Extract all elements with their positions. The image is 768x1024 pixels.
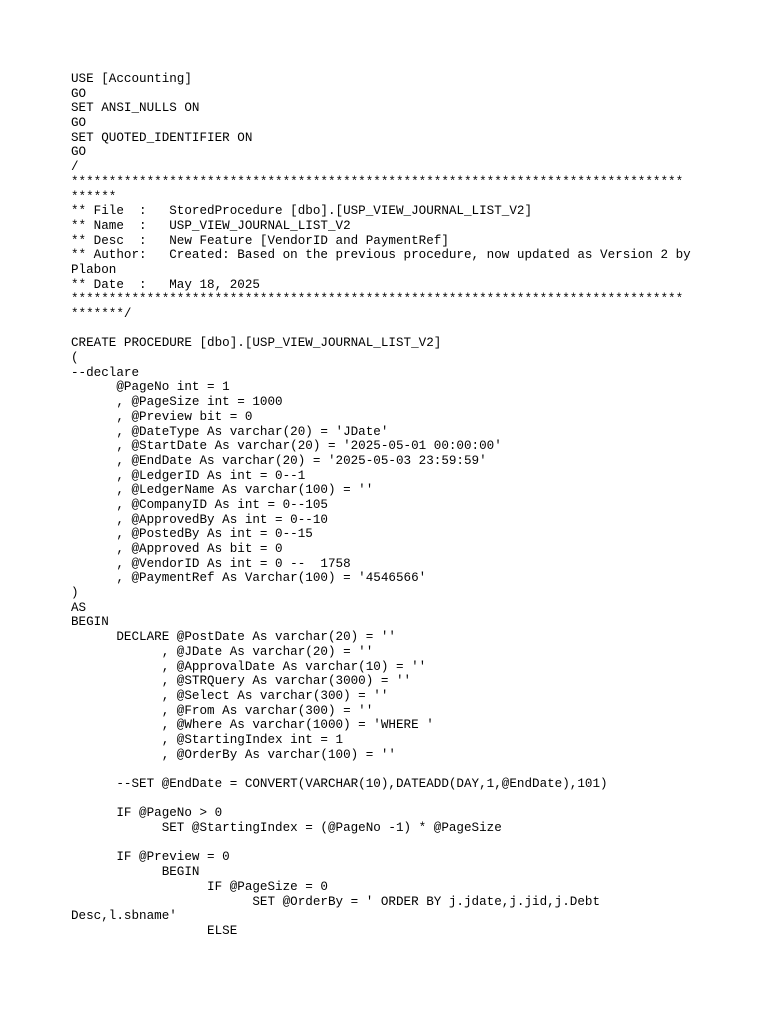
code-line: Desc,l.sbname' xyxy=(71,909,177,924)
sql-code-block xyxy=(71,72,711,939)
code-line: AS xyxy=(71,600,87,615)
code-line: , @PostedBy As int = 0--15 xyxy=(71,527,313,542)
code-line: , @Where As varchar(1000) = 'WHERE ' xyxy=(71,718,434,733)
code-line xyxy=(71,792,711,807)
code-line: , @VendorID As int = 0 -- 1758 xyxy=(71,556,351,571)
code-line: IF @PageSize = 0 xyxy=(71,879,328,894)
code-line: BEGIN xyxy=(71,615,109,630)
code-line: , @LedgerName As varchar(100) = '' xyxy=(71,483,374,498)
code-line: , @DateType As varchar(20) = 'JDate' xyxy=(71,424,389,439)
code-line: GO xyxy=(71,145,87,160)
code-line: GO xyxy=(71,86,87,101)
code-line: SET QUOTED_IDENTIFIER ON xyxy=(71,130,253,145)
code-line: , @StartingIndex int = 1 xyxy=(71,732,344,747)
code-line: , @StartDate As varchar(20) = '2025-05-01 00:00:00' xyxy=(71,439,502,454)
code-line: --declare xyxy=(71,365,140,380)
code-line: BEGIN xyxy=(71,865,200,880)
code-line: , @Approved As bit = 0 xyxy=(71,542,283,556)
code-line: ** Author: Created: Based on the previous procedure, now updated as Version 2 by xyxy=(71,248,691,263)
code-line xyxy=(71,762,711,777)
code-line: , @From As varchar(300) = '' xyxy=(71,703,374,718)
code-line: ** File : StoredProcedure [dbo].[USP_VIEW_JOURNAL_LIST_V2] xyxy=(71,204,533,219)
code-line: Plabon xyxy=(71,262,117,277)
code-line: ** Date : May 18, 2025 xyxy=(71,277,260,292)
code-line: USE [Accounting] xyxy=(71,72,192,86)
code-line: , @CompanyID As int = 0--105 xyxy=(71,497,328,512)
code-line xyxy=(71,836,711,851)
code-line: , @PaymentRef As Varchar(100) = '4546566' xyxy=(71,571,427,586)
code-line: , @LedgerID As int = 0--1 xyxy=(71,468,306,483)
code-line: --SET @EndDate = CONVERT(VARCHAR(10),DATEADD(DAY,1,@EndDate),101) xyxy=(71,777,608,791)
code-line: , @PageSize int = 1000 xyxy=(71,395,283,410)
code-line: CREATE PROCEDURE [dbo].[USP_VIEW_JOURNAL_LIST_V2] xyxy=(71,336,442,351)
code-line: , @JDate As varchar(20) = '' xyxy=(71,644,374,659)
code-line: , @ApprovedBy As int = 0--10 xyxy=(71,512,328,527)
code-line: GO xyxy=(71,116,87,131)
code-line: @PageNo int = 1 xyxy=(71,380,230,395)
code-line: SET @StartingIndex = (@PageNo -1) * @PageSize xyxy=(71,821,502,836)
code-line: ****** xyxy=(71,189,117,204)
code-line: IF @PageNo > 0 xyxy=(71,806,223,821)
code-line: ********************************************************************************* xyxy=(71,292,684,307)
code-line: *******/ xyxy=(71,307,132,321)
code-line: DECLARE @PostDate As varchar(20) = '' xyxy=(71,630,396,645)
code-line: , @Select As varchar(300) = '' xyxy=(71,688,389,703)
code-line: , @ApprovalDate As varchar(10) = '' xyxy=(71,659,427,674)
code-line: , @OrderBy As varchar(100) = '' xyxy=(71,747,396,762)
code-line: IF @Preview = 0 xyxy=(71,850,230,865)
code-line: ) xyxy=(71,586,79,601)
code-line: , @EndDate As varchar(20) = '2025-05-03 23:59:59' xyxy=(71,453,487,468)
code-line: ELSE xyxy=(71,923,238,938)
code-line xyxy=(71,322,711,337)
code-line: ** Name : USP_VIEW_JOURNAL_LIST_V2 xyxy=(71,218,351,233)
code-line: SET ANSI_NULLS ON xyxy=(71,101,200,116)
code-line: / xyxy=(71,160,79,175)
code-line: , @STRQuery As varchar(3000) = '' xyxy=(71,674,412,689)
code-line: ********************************************************************************* xyxy=(71,174,684,189)
code-line: ** Desc : New Feature [VendorID and PaymentRef] xyxy=(71,233,449,248)
code-line: ( xyxy=(71,351,79,366)
code-line: SET @OrderBy = ' ORDER BY j.jdate,j.jid,j.Debt xyxy=(71,894,601,909)
code-line: , @Preview bit = 0 xyxy=(71,409,253,424)
